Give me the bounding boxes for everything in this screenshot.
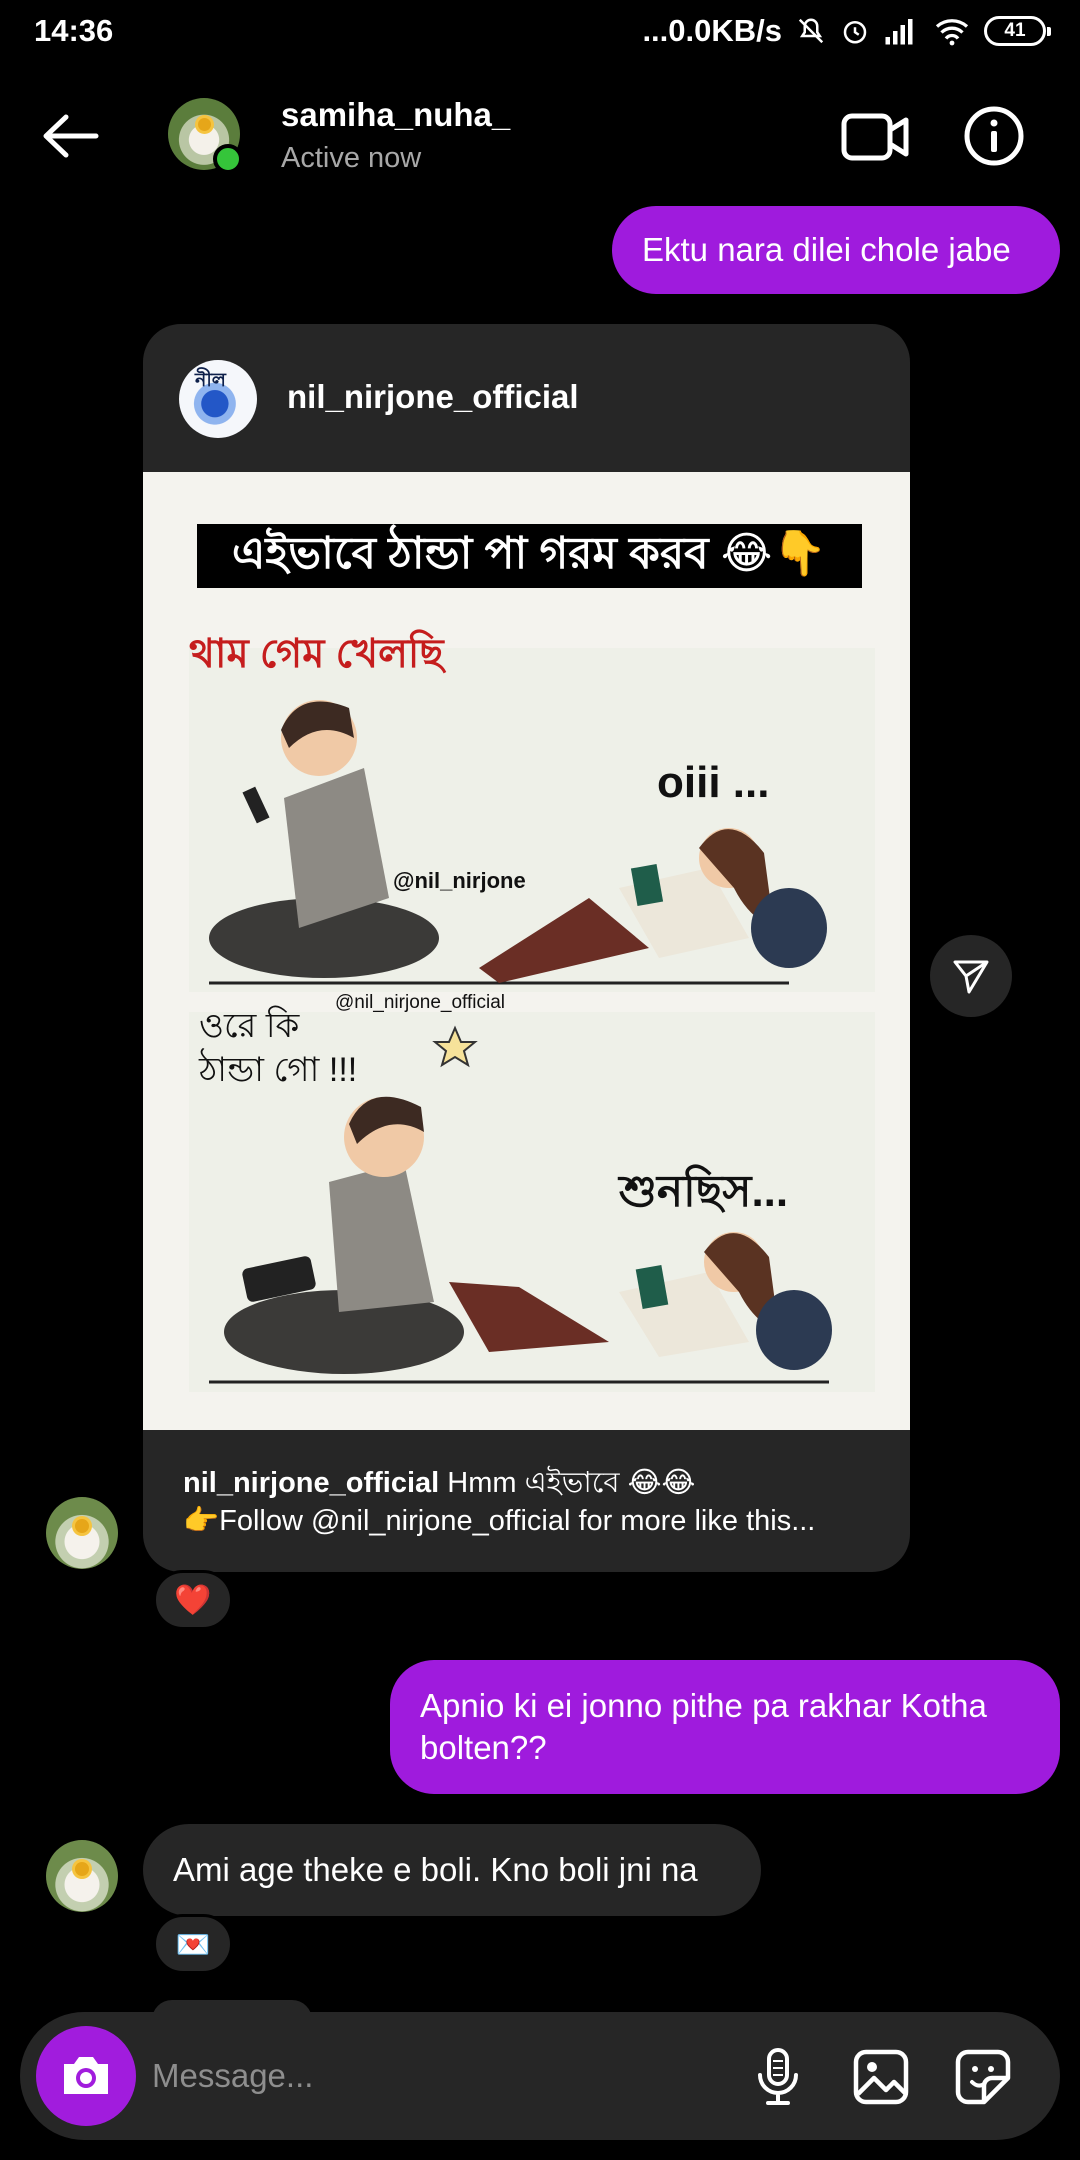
post-image-exclaim-text: ওরে কি ঠান্ডা গো !!! (199, 1007, 358, 1089)
sender-avatar[interactable] (46, 1497, 118, 1569)
message-text: Ektu nara dilei chole jabe (642, 231, 1011, 268)
post-image[interactable] (143, 472, 910, 1430)
battery-indicator: 41 (984, 16, 1046, 46)
back-arrow-icon (40, 112, 100, 160)
comic-panel-top (189, 648, 875, 992)
message-composer (20, 2012, 1060, 2140)
comic-illustration-top (189, 648, 875, 992)
microphone-icon (754, 2047, 802, 2107)
caption-author: nil_nirjone_official (183, 1467, 440, 1499)
microphone-button[interactable] (747, 2046, 809, 2108)
post-author-name[interactable]: nil_nirjone_official (287, 378, 579, 415)
status-icons (642, 13, 1046, 49)
status-time: 14:36 (34, 13, 114, 48)
message-text: Ami age theke e boli. Kno boli jni na (173, 1851, 698, 1888)
sender-avatar[interactable] (46, 1840, 118, 1912)
post-image-oiii-text: oiii ... (657, 758, 770, 807)
post-image-watermark-2: @nil_nirjone_official (335, 992, 505, 1013)
sticker-icon (954, 2048, 1012, 2106)
status-bar (0, 0, 1080, 62)
post-image-watermark-1: @nil_nirjone (393, 868, 526, 893)
outgoing-message[interactable] (390, 1660, 1060, 1794)
sticker-button[interactable] (952, 2046, 1014, 2108)
network-speed: ...0.0KB/s (642, 13, 782, 48)
active-status: Active now (281, 142, 422, 174)
post-author-avatar[interactable] (179, 360, 257, 438)
shared-post-card[interactable] (143, 324, 910, 1572)
mute-icon (796, 16, 826, 46)
message-text: Apnio ki ei jonno pithe pa rakhar Kotha bolten?? (420, 1687, 987, 1766)
caption-text: Hmm এইভাবে 😂😂 (439, 1467, 696, 1499)
post-caption[interactable] (183, 1464, 883, 1540)
chat-username[interactable]: samiha_nuha_ (281, 96, 511, 133)
caption-line-2: 👉Follow @nil_nirjone_official for more like this... (183, 1505, 816, 1537)
post-image-title: এইভাবে ঠান্ডা পা গরম করব 😂👇 (197, 524, 862, 588)
incoming-message[interactable] (143, 1824, 761, 1916)
gallery-button[interactable] (850, 2046, 912, 2108)
camera-icon (58, 2052, 114, 2100)
signal-icon (884, 16, 920, 46)
reaction-love-letter-icon: 💌 (175, 1928, 211, 1960)
post-image-red-text: থাম গেম খেলছি (189, 632, 444, 676)
info-button[interactable] (962, 104, 1036, 168)
reaction-heart-icon: ❤️ (174, 1583, 212, 1617)
post-image-shunchis-text: শুনছিস... (619, 1167, 789, 1216)
image-icon (852, 2048, 910, 2106)
back-button[interactable] (38, 106, 102, 166)
message-input[interactable] (152, 2046, 712, 2106)
alarm-icon (840, 16, 870, 46)
paper-plane-icon (951, 956, 991, 996)
online-indicator (213, 144, 243, 174)
video-camera-icon (840, 108, 912, 166)
post-header[interactable] (143, 324, 910, 472)
camera-button[interactable] (36, 2026, 136, 2126)
message-reaction[interactable] (153, 1570, 233, 1630)
post-author-logo-text: নীল (195, 370, 226, 391)
share-post-button[interactable] (930, 935, 1012, 1017)
chat-header (0, 80, 1080, 192)
info-icon (962, 104, 1026, 168)
wifi-icon (934, 16, 970, 46)
video-call-button[interactable] (840, 108, 912, 166)
message-reaction[interactable] (153, 1914, 233, 1974)
outgoing-message[interactable] (612, 206, 1060, 294)
